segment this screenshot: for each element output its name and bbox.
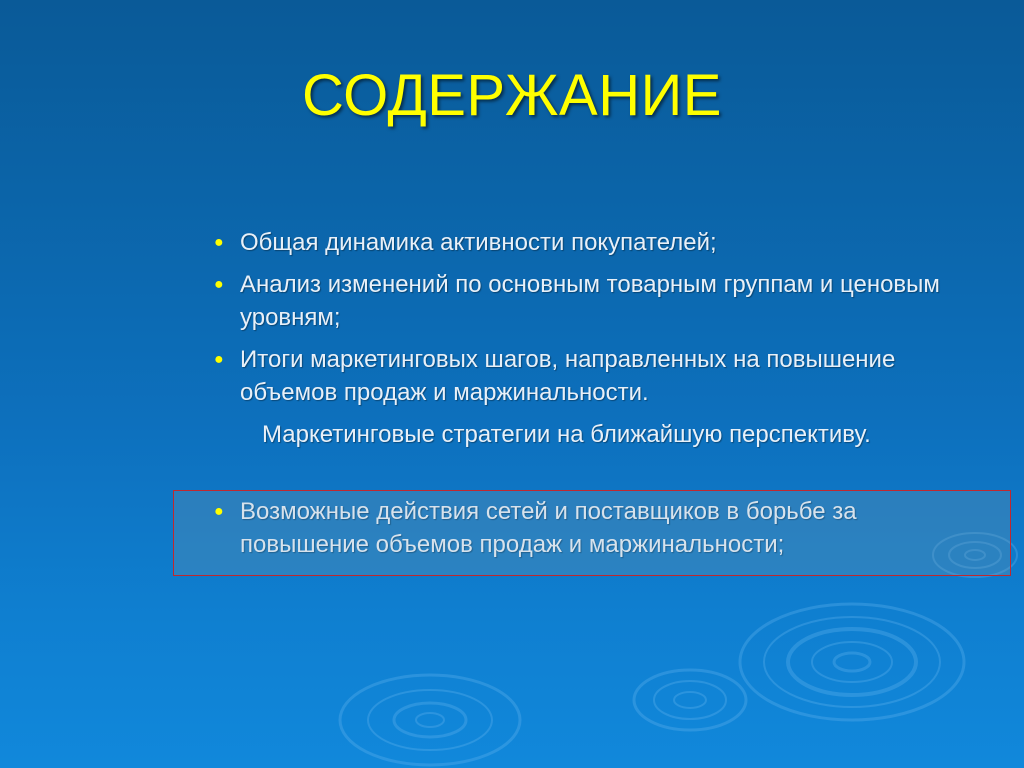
list-item-text: Анализ изменений по основным товарным группам и ценовым уровням; <box>240 271 940 331</box>
list-item-text: Общая динамика активности покупателей; <box>240 229 717 256</box>
list-item-text: Маркетинговые стратегии на ближайшую перспективу. <box>262 421 871 448</box>
contents-list <box>212 226 972 460</box>
list-item-text: Возможные действия сетей и поставщиков в борьбе за повышение объемов продаж и маржинальности; <box>240 498 857 558</box>
list-item <box>212 268 972 334</box>
list-item-highlighted <box>212 495 980 561</box>
bullet-icon: ● <box>214 503 224 520</box>
list-item <box>212 226 972 259</box>
list-item-unbulleted <box>212 418 972 451</box>
slide-title: СОДЕРЖАНИЕ <box>302 63 722 128</box>
list-item <box>212 343 972 409</box>
bullet-icon: ● <box>214 234 224 251</box>
list-item-text: Итоги маркетинговых шагов, направленных на повышение объемов продаж и маржинальности. <box>240 346 896 406</box>
bullet-icon: ● <box>214 351 224 368</box>
bullet-icon: ● <box>214 276 224 293</box>
